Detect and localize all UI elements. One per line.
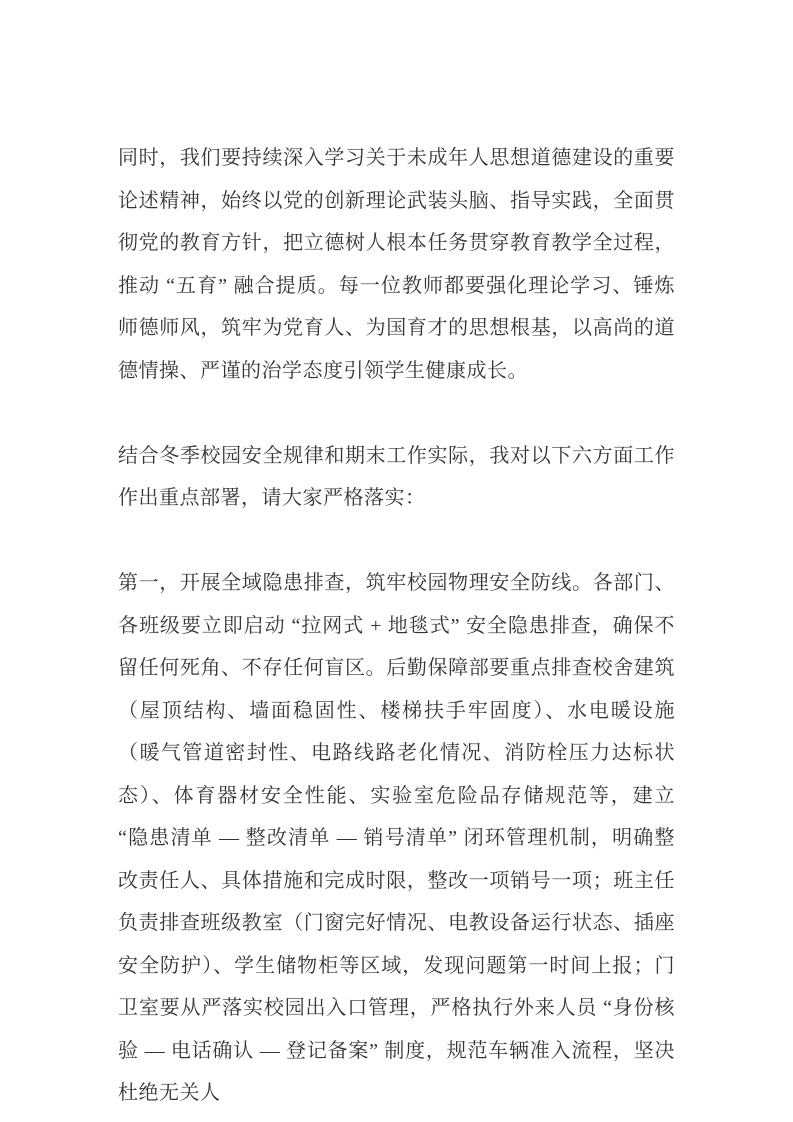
paragraph-first-point-hazard-inspection: 第一，开展全域隐患排查，筑牢校园物理安全防线。各部门、各班级要立即启动 “拉网式 + 地毯式” 安全隐患排查，确保不留任何死角、不存任何盲区。后勤保障部要重点排查校舍建筑（屋顶结构、墙面稳固性、楼梯扶手牢固度）、水电暖设施（暖气管道密封性、电路线路老化情况、消防栓压力达标状态）、体育器材安全性能、实验室危险品存储规范等，建立 “隐患清单 — 整改清单 — 销号清单” 闭环管理机制，明确整改责任人、具体措施和完成时限，整改一项销号一项；班主任负责排查班级教室（门窗完好情况、电教设备运行状态、插座安全防护）、学生储物柜等区域，发现问题第一时间上报；门卫室要从严落实校园出入口管理，严格执行外来人员 “身份核验 — 电话确认 — 登记备案” 制度，规范车辆准入流程，坚决杜绝无关人 [118,572,675,1104]
paragraph-deployment-intro: 结合冬季校园安全规律和期末工作实际，我对以下六方面工作作出重点部署，请大家严格落实： [118,444,675,509]
document-body [118,137,675,1115]
paragraph-moral-education: 同时，我们要持续深入学习关于未成年人思想道德建设的重要论述精神，始终以党的创新理论武装头脑、指导实践，全面贯彻党的教育方针，把立德树人根本任务贯穿教育教学全过程，推动 “五育” 融合提质。每一位教师都要强化理论学习、锤炼师德师风，筑牢为党育人、为国育才的思想根基，以高尚的道德情操、严谨的治学态度引领学生健康成长。 [118,147,675,382]
